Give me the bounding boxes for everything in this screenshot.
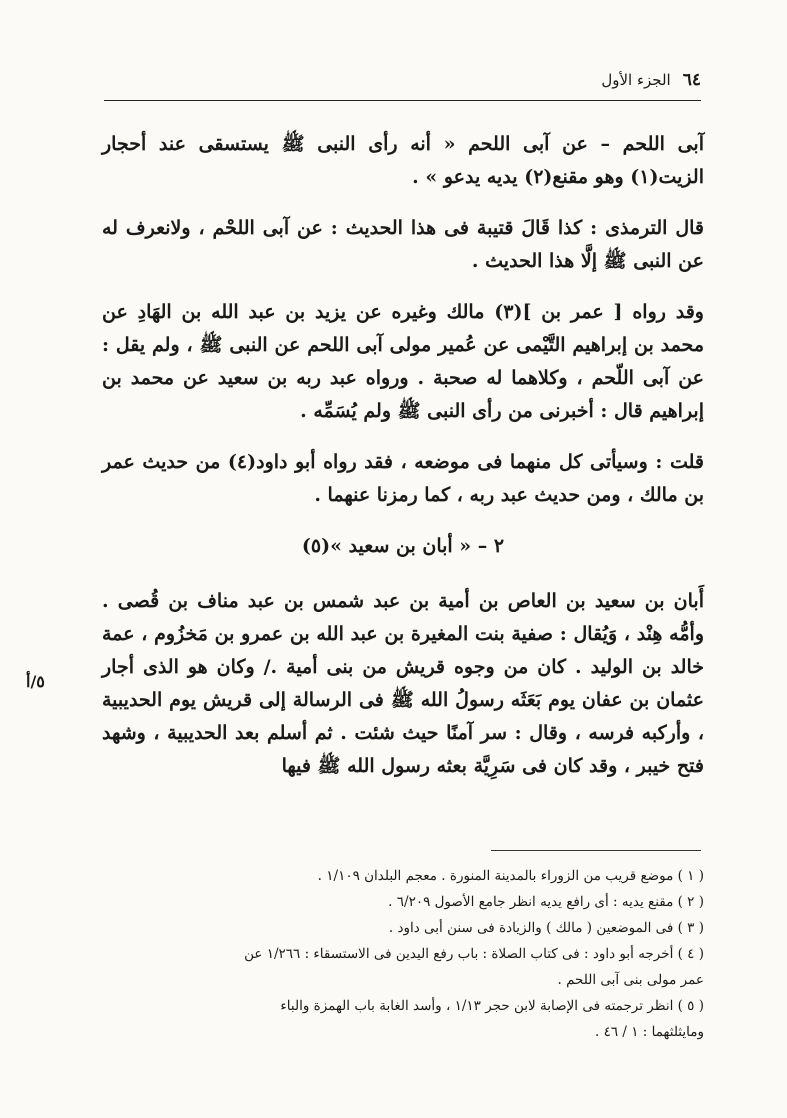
running-header [601,70,701,90]
paragraph: أَبان بن سعيد بن العاص بن أمية بن عبد شمس بن عبد مناف بن قُصى . وأمُّه هِنْد ، وَيُقال : صفية بنت المغيرة بن عبد الله بن عمرو بن مَخزُوم ، عمة خالد بن الوليد . كان من وجوه قريش من بنى أمية ./ وكان هو الذى أجار عثمان بن عفان يوم بَعَثَه رسولُ الله ﷺ فى الرسالة إلى قريش يوم الحديبية ، وأركبه فرسه ، وقال : سر آمنًا حيث شئت . ثم أسلم بعد الحديبية ، وشهد فتح خيبر ، وقد كان فى سَرِيَّة بعثه رسول الله ﷺ فيها [102,590,704,777]
footnotes [104,864,704,1046]
paragraph: قال الترمذى : كذا قَالَ قتيبة فى هذا الحديث : عن آبى اللحْم ، ولانعرف له عن النبى ﷺ إلَّا هذا الحديث . [102,217,704,272]
entry-heading: ٢ – « أبان بن سعيد »(٥) [301,535,505,557]
footnote-divider [491,850,701,851]
footnote-line: ( ٣ ) فى الموضعين ( مالك ) والزيادة فى سنن أبى داود . [388,920,704,936]
paragraph: وقد رواه [ عمر بن ](٣) مالك وغيره عن يزيد بن عبد الله بن الهَادِ عن محمد بن إبراهيم التَّيْمى عن عُمير مولى آبى اللحم عن النبى ﷺ ، ولم يقل : عن آبى اللّحم ، وكلاهما له صحبة . ورواه عبد ربه بن سعيد عن محمد بن إبراهيم قال : أخبرنى من رأى النبى ﷺ ولم يُسَمِّه . [102,301,704,422]
footnote-line: ومايثلثهما : ١ / ٤٦ . [594,1024,704,1040]
footnote-line: ( ٢ ) مقنع يديه : أى رافع يديه انظر جامع الأصول ٦/٢٠٩ . [388,894,704,910]
main-text [102,128,704,783]
part-title: الجزء الأول [601,71,671,89]
page-number: ٦٤ [682,70,701,90]
paragraph: آبى اللحم – عن آبى اللحم « أنه رأى النبى ﷺ يستسقى عند أحجار الزيت(١) وهو مقنع(٢) يديه يدعو » . [102,133,704,188]
footnote-line: ( ٥ ) انظر ترجمته فى الإصابة لابن حجر ١/١٣ ، وأسد الغابة باب الهمزة والباء [280,998,704,1014]
footnote-line: عمر مولى بنى آبى اللحم . [557,972,704,988]
manuscript-folio-marker: ٥/أ [26,672,45,691]
footnote-line: ( ٤ ) أخرجه أبو داود : فى كتاب الصلاة : باب رفع اليدين فى الاستسقاء : ١/٢٦٦ عن [244,946,704,962]
header-divider [104,100,701,101]
footnote-line: ( ١ ) موضع قريب من الزوراء بالمدينة المنورة . معجم البلدان ١/١٠٩ . [317,868,704,884]
paragraph: قلت : وسيأتى كل منهما فى موضعه ، فقد رواه أبو داود(٤) من حديث عمر بن مالك ، ومن حديث عبد ربه ، كما رمزنا عنهما . [102,451,704,506]
